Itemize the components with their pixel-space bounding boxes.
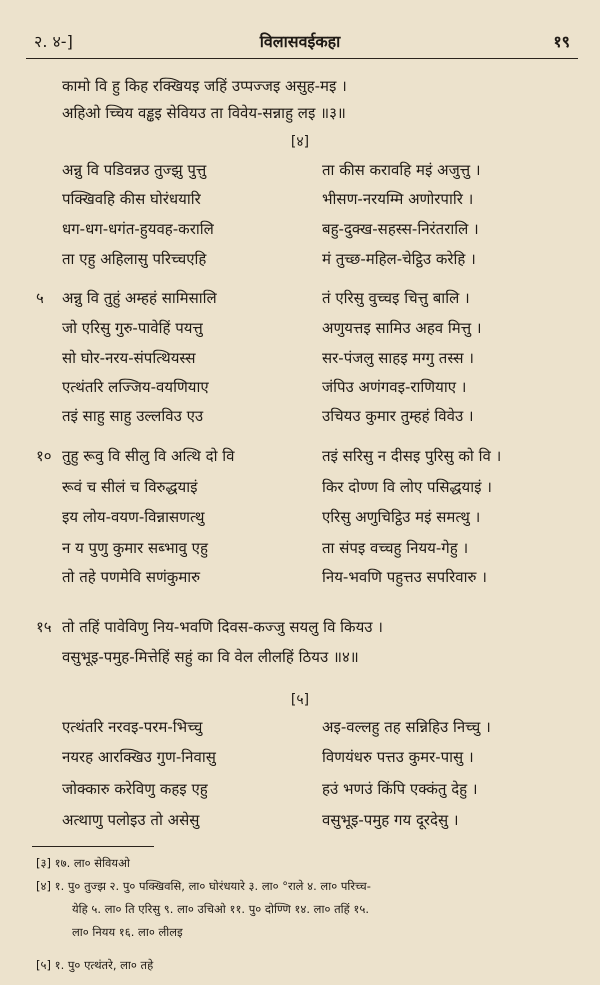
verse-left-half: ता एहु अहिलासु परिच्चएहि — [62, 250, 207, 268]
verse-right-half: किर दोण्ण वि लोए पसिद्धयाइं । — [322, 478, 492, 496]
running-title: विलासवईकहा — [259, 32, 341, 51]
verse-left-half: सो घोर-नरय-संपत्थियस्स — [62, 349, 196, 367]
footnote: येहि ५. ला० ति एरिसु ९. ला० उचिओ ११. पु० दोण्णि १४. ला० तहिं १५. — [72, 902, 370, 916]
verse-line: अहिओ च्चिय वड्ढइ सेवियउ ता विवेय-सन्नाहु लइ ॥३॥ — [62, 104, 346, 122]
verse-right-half: जंपिउ अणंगवइ-राणियाए । — [322, 378, 467, 396]
section-marker: [५] — [290, 692, 310, 708]
verse-number: १० — [36, 447, 52, 465]
footnote: ला० नियय १६. ला० लीलइ — [72, 925, 183, 939]
verse-right-half: तं एरिसु वुच्चइ चित्तु बालि । — [322, 289, 470, 307]
verse-right-half: भीसण-नरयम्मि अणोरपारि । — [322, 190, 474, 208]
verse-left-half: न य पुणु कुमार सब्भावु एहु — [62, 539, 208, 557]
verse-line: तो तहिं पावेविणु निय-भवणि दिवस-कज्जु सयलु वि कियउ । — [62, 618, 383, 636]
page-number: १९ — [553, 32, 570, 51]
verse-left-half: रूवं च सीलं च विरुद्धयाइं — [62, 478, 198, 496]
section-marker: [४] — [290, 134, 310, 150]
verse-right-half: हउं भणउं किंपि एक्कंतु देहु । — [322, 780, 478, 798]
verse-left-half: अन्नु वि पडिवन्नउ तुज्झु पुत्तु — [62, 161, 207, 179]
chapter-ref: २. ४-] — [34, 32, 73, 51]
footnote: [५] १. पु० एत्थंतरे, ला० तहे — [36, 958, 154, 972]
verse-right-half: उचियउ कुमार तुम्हहं विवेउ । — [322, 407, 474, 425]
verse-right-half: मं तुच्छ-महिल-चेट्ठिउ करेहि । — [322, 250, 476, 268]
verse-left-half: इय लोय-वयण-विन्नासणत्थु — [62, 508, 205, 526]
verse-line: कामो वि हु किह रक्खियइ जहिं उप्पज्जइ असुह-मइ । — [62, 77, 347, 95]
verse-right-half: विणयंधरु पत्तउ कुमर-पासु । — [322, 748, 474, 766]
verse-right-half: एरिसु अणुचिट्ठिउ मइं समत्थु । — [322, 508, 481, 526]
verse-number: १५ — [36, 618, 52, 636]
footnote-rule — [32, 846, 154, 847]
verse-left-half: अन्नु वि तुहुं अम्हहं सामिसालि — [62, 289, 217, 307]
verse-right-half: निय-भवणि पहुत्तउ सपरिवारु । — [322, 568, 487, 586]
verse-right-half: बहु-दुक्ख-सहस्स-निरंतरालि । — [322, 220, 479, 238]
verse-right-half: अइ-वल्लहु तह सन्निहिउ निच्चु । — [322, 718, 491, 736]
verse-left-half: धग-धग-धगंत-हुयवह-करालि — [62, 220, 214, 238]
verse-left-half: नयरह आरक्खिउ गुण-निवासु — [62, 748, 216, 766]
header-rule — [26, 58, 578, 59]
verse-left-half: एत्थंतरि नरवइ-परम-भिच्चु — [62, 718, 203, 736]
verse-right-half: सर-पंजलु साहइ मग्गु तस्स । — [322, 349, 474, 367]
verse-left-half: तो तहे पणमेवि सणंकुमारु — [62, 568, 201, 586]
page-header — [0, 30, 600, 52]
verse-left-half: तुहु रूवु वि सीलु वि अत्थि दो वि — [62, 447, 235, 465]
verse-right-half: ता संपइ वच्चहु नियय-गेहु । — [322, 539, 469, 557]
verse-left-half: एत्थंतरि लज्जिय-वयणियाए — [62, 378, 209, 396]
verse-left-half: पक्खिवहि कीस घोरंधयारि — [62, 190, 201, 208]
footnote: [३] १७. ला० सेवियओ — [36, 856, 130, 870]
verse-left-half: जोक्कारु करेविणु कहइ एहु — [62, 780, 208, 798]
verse-line: वसुभूइ-पमुह-मित्तेहिं सहुं का वि वेल लीलहिं ठियउ ॥४॥ — [62, 648, 359, 666]
verse-right-half: अणुयत्तइ सामिउ अहव मित्तु । — [322, 319, 482, 337]
verse-left-half: अत्थाणु पलोइउ तो असेसु — [62, 811, 200, 829]
verse-left-half: तइं साहु साहु उल्लविउ एउ — [62, 407, 204, 425]
verse-right-half: वसुभूइ-पमुह गय दूरदेसु । — [322, 811, 459, 829]
footnote: [४] १. पु० तुज्झ २. पु० पक्खिवसि, ला० घोरंधयारे ३. ला० °राले ४. ला० परिच्च- — [36, 879, 371, 893]
verse-right-half: ता कीस करावहि मइं अजुत्तु । — [322, 161, 481, 179]
verse-number: ५ — [36, 289, 44, 307]
verse-right-half: तइं सरिसु न दीसइ पुरिसु को वि । — [322, 447, 502, 465]
verse-left-half: जो एरिसु गुरु-पावेहिं पयत्तु — [62, 319, 203, 337]
